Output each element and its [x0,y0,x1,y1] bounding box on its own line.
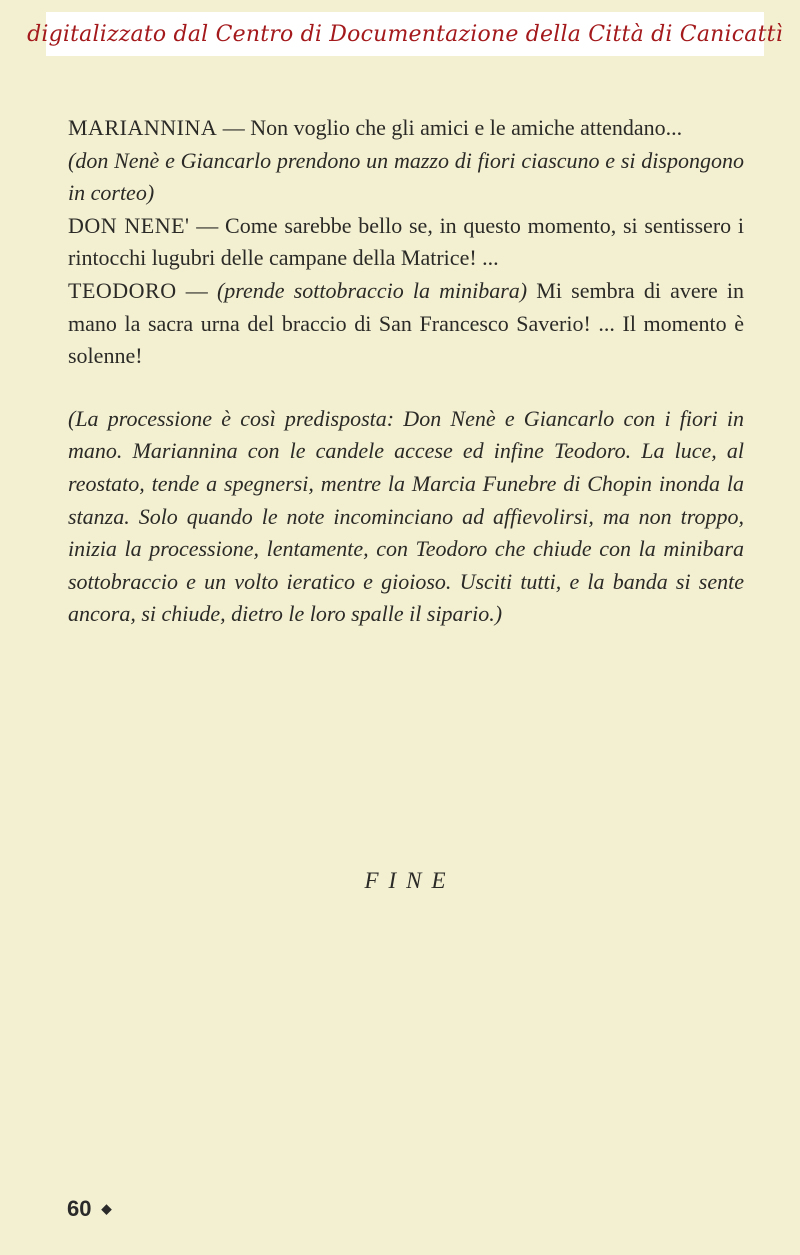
play-text [68,112,744,631]
dialogue-line [68,210,744,275]
dialogue-line [68,275,744,373]
page-number: 60 [67,1196,92,1221]
end-word: FINE [364,868,456,893]
speaker-dash: — [217,115,251,140]
digitization-banner [27,12,783,56]
dialogue-text: Non voglio che gli amici e le amiche attendano... [250,115,683,140]
diamond-icon: ◆ [101,1201,112,1216]
dialogue-line [68,112,744,145]
speaker-name: DON NENE' [68,212,190,238]
stage-direction: (don Nenè e Giancarlo prendono un mazzo di fiori ciascuno e si dispongono in corteo) [68,147,744,206]
speaker-dash: — [176,277,217,303]
speaker-dash: — [189,212,226,238]
dialogue-text: Come sarebbe bello se, in questo momento, si sentissero i rintocchi lugubri delle campane della Matrice! ... [68,212,744,271]
speaker-name: MARIANNINA [68,115,218,140]
speaker-name: TEODORO [68,277,177,303]
stage-direction: (prende sottobraccio la minibara) [216,277,528,303]
paragraph-gap [68,373,744,403]
final-stage-direction: (La processione è così predisposta: Don Nenè e Giancarlo con i fiori in mano. Mariannina con le candele accese ed infine Teodoro. La luce, al reostato, tende a spegnersi, mentre la Marcia Funebre di Chopin inonda la stanza. Solo quando le note incominciano ad affievolirsi, ma non troppo, inizia la processione, lentamente, con Teodoro che chiude con la minibara sottobraccio e un volto ieratico e gioioso. Usciti tutti, e la banda si sente ancora, si chiude, dietro le loro spalle il sipario.) [68,405,744,627]
dialogue-text: Mi sembra di avere in mano la sacra urna del braccio di San Francesco Saverio! ... Il momento è solenne! [68,277,745,369]
page-footer [67,1196,111,1222]
banner-text: digitalizzato dal Centro di Documentazione della Città di Canicattì [27,21,783,47]
